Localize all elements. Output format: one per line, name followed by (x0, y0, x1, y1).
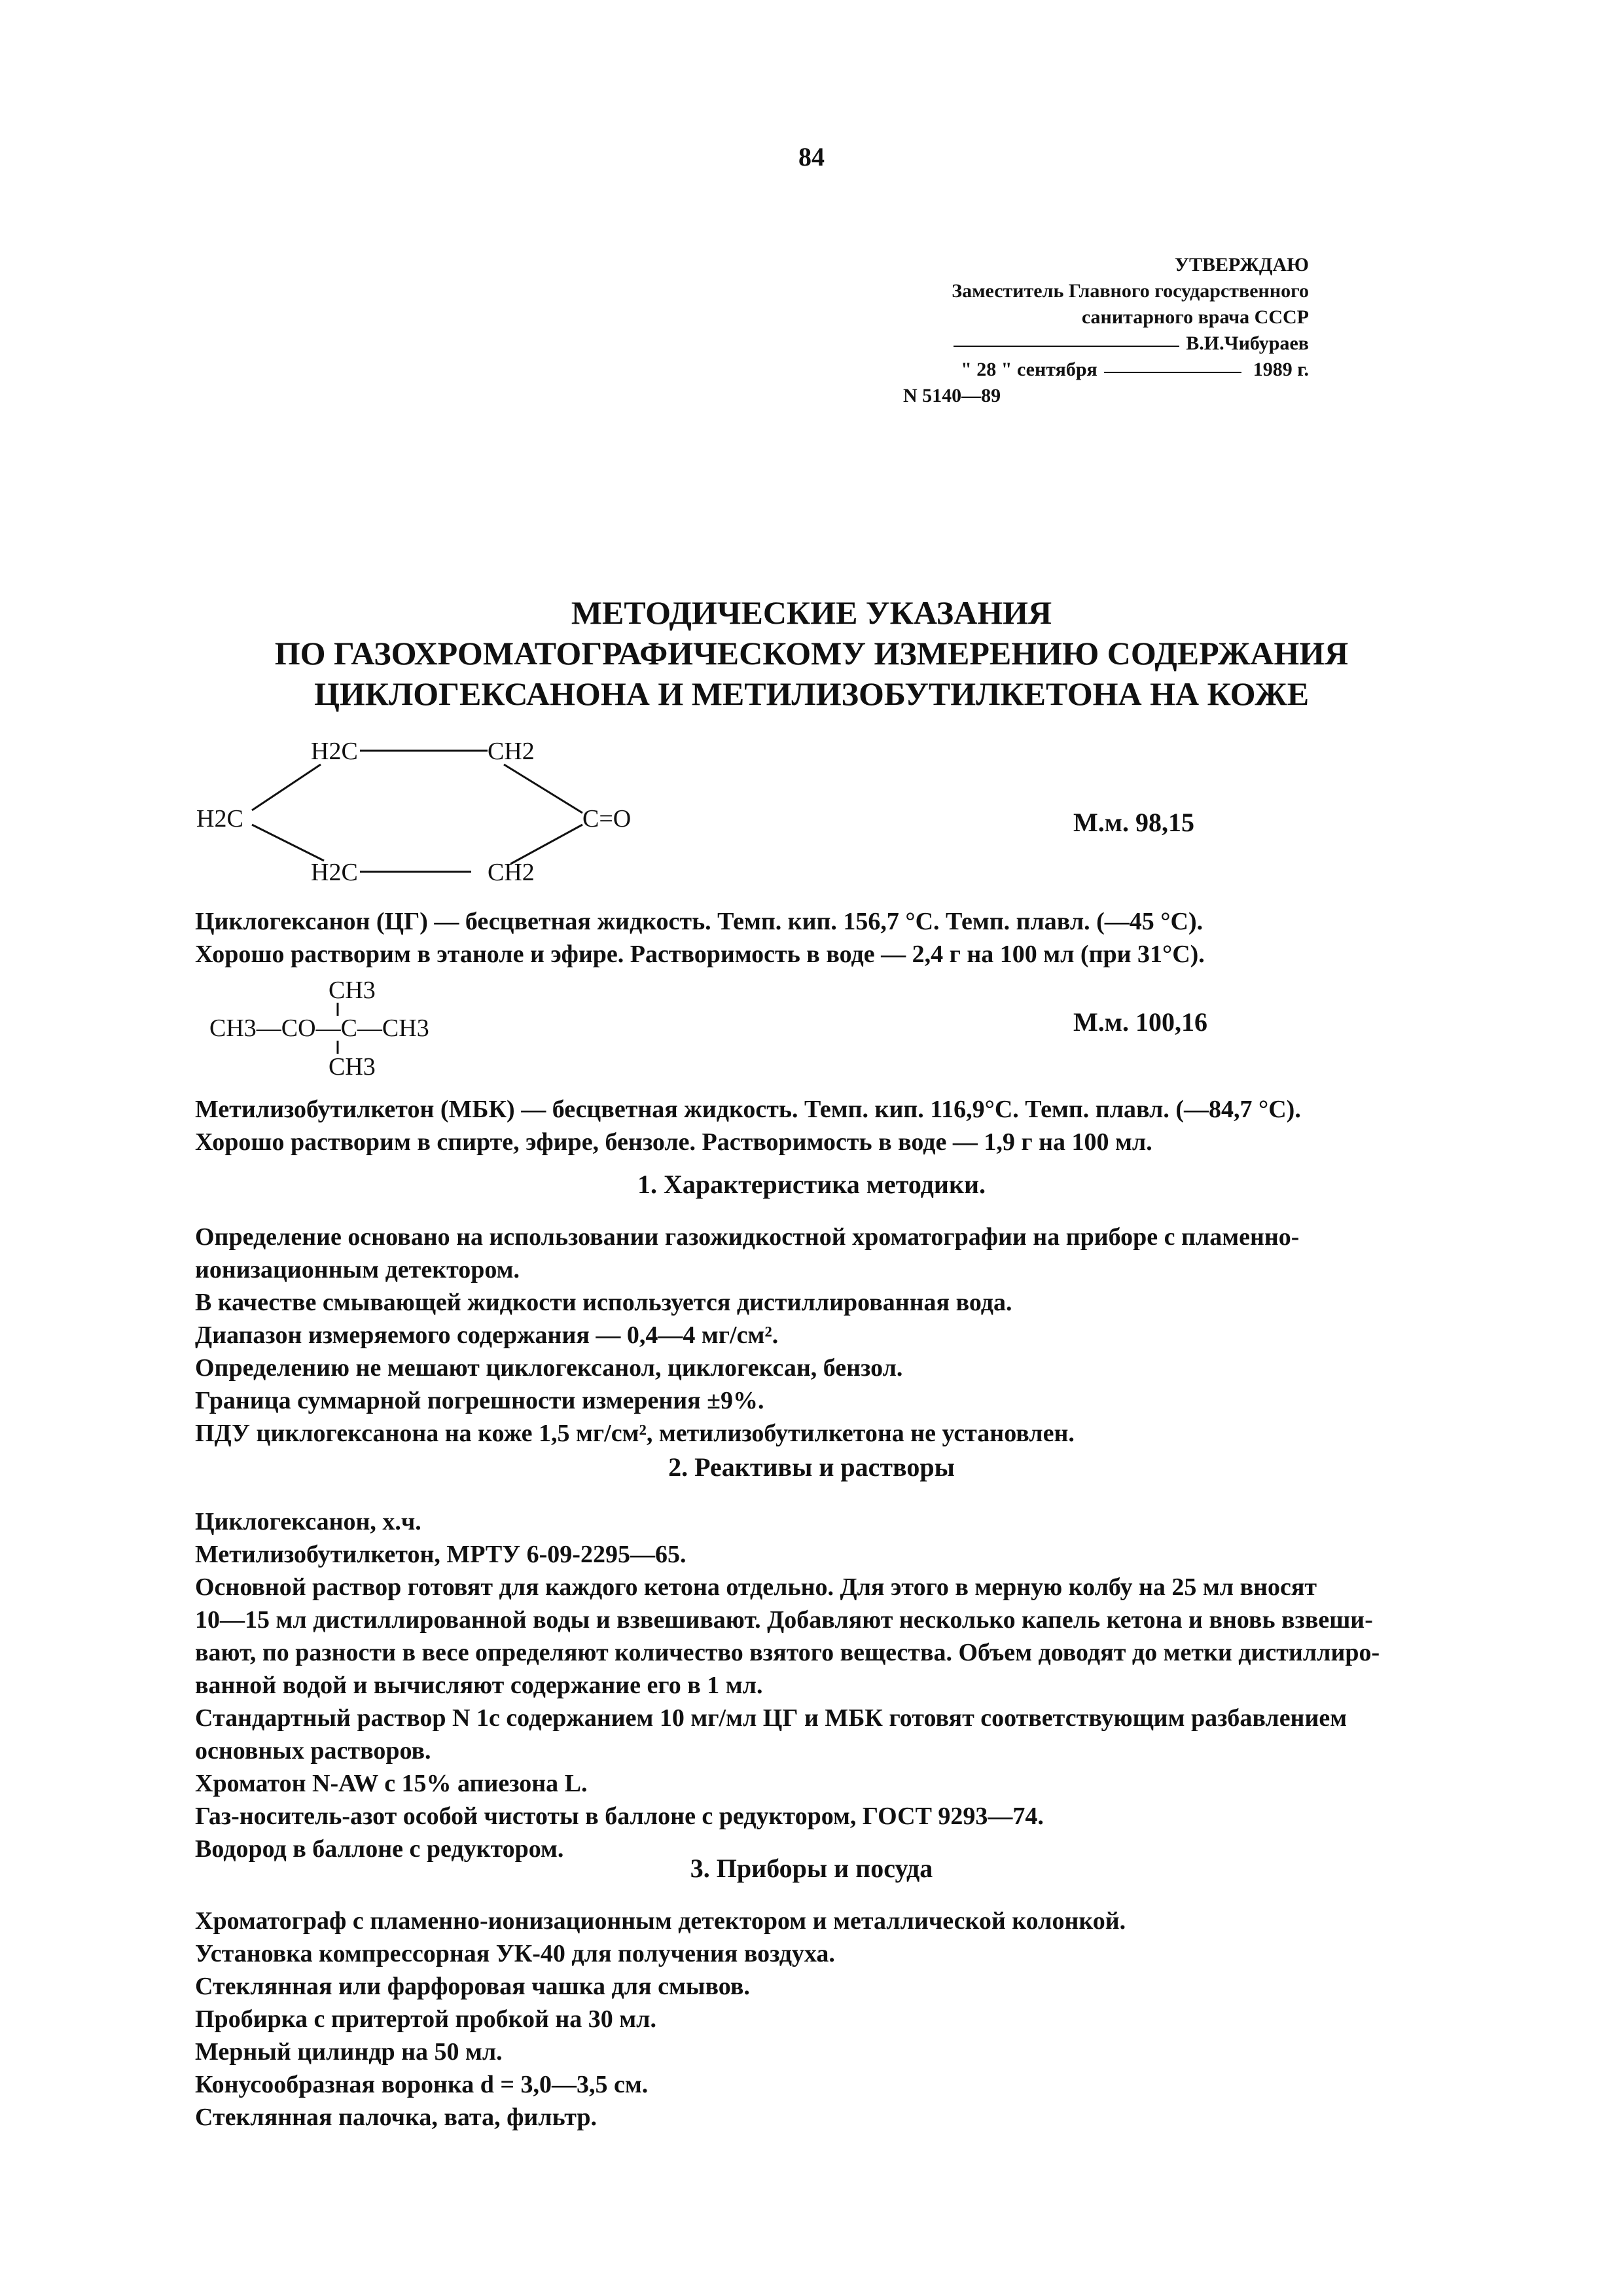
formula1-top-right: CH2 (488, 738, 535, 765)
formula1-top-left: H2C (311, 738, 358, 765)
section-1-p6: ПДУ циклогексанона на коже 1,5 мг/см², метилизобутилкетона не установлен. (195, 1420, 1075, 1447)
section-2-p5: Хроматон N-AW с 15% апиезона L. (195, 1770, 588, 1797)
mbk-desc-line-2: Хорошо растворим в спирте, эфире, бензоле. Растворимость в воде — 1,9 г на 100 мл. (195, 1128, 1152, 1156)
bond-top-left (252, 764, 321, 810)
formula2-main: CH3—CO—C—CH3 (209, 1014, 429, 1042)
approval-position-line2: санитарного врача СССР (1081, 306, 1309, 328)
bond-top-right (504, 764, 582, 813)
section-1-p1: Определение основано на использовании газожидкостной хроматографии на приборе с пламенно- (195, 1223, 1300, 1251)
page-number: 84 (798, 142, 825, 171)
formula1-right: C=O (582, 805, 632, 833)
section-3-heading: 3. Приборы и посуда (690, 1854, 933, 1883)
section-1-p2: В качестве смывающей жидкости используется дистиллированная вода. (195, 1289, 1012, 1316)
section-3-p2: Установка компрессорная УК-40 для получения воздуха. (195, 1940, 835, 1967)
approval-heading: УТВЕРЖДАЮ (1174, 254, 1309, 276)
formula1-bottom-left: H2C (311, 859, 358, 886)
bond-bottom-left (252, 825, 324, 861)
section-3-p4: Пробирка с притертой пробкой на 30 мл. (195, 2005, 656, 2033)
approval-signature-line (903, 331, 1309, 357)
formula1-bottom-right: CH2 (488, 859, 535, 886)
section-3-p5: Мерный цилиндр на 50 мл. (195, 2038, 503, 2066)
section-3-body (195, 1905, 1465, 2134)
title-line-1: МЕТОДИЧЕСКИЕ УКАЗАНИЯ (571, 594, 1052, 631)
cyclohexanone-structural-formula (190, 733, 687, 890)
bond-bottom-right (510, 825, 582, 864)
section-2-p6: Газ-носитель-азот особой чистоты в баллоне с редуктором, ГОСТ 9293—74. (195, 1803, 1044, 1830)
approval-date-line (903, 357, 1309, 383)
cyclohexanone-desc-line-2: Хорошо растворим в этаноле и эфире. Растворимость в воде — 2,4 г на 100 мл (при 31°С). (195, 941, 1205, 968)
document-title (196, 592, 1427, 714)
formula2-top: CH3 (329, 977, 376, 1004)
section-2-p3-line-2: 10—15 мл дистиллированной воды и взвешивают. Добавляют несколько капель кетона и вновь взвеши- (195, 1606, 1373, 1634)
approval-block (903, 252, 1309, 409)
section-2-heading: 2. Реактивы и растворы (668, 1452, 955, 1482)
formula1-left: H2C (196, 805, 243, 833)
section-3-p1: Хроматограф с пламенно-ионизационным детектором и металлической колонкой. (195, 1907, 1126, 1935)
approval-doc-number: N 5140—89 (903, 385, 1001, 406)
section-2-p7: Водород в баллоне с редуктором. (195, 1835, 564, 1863)
section-2-p4-line-2: основных растворов. (195, 1737, 431, 1765)
section-2-p2: Метилизобутилкетон, МРТУ 6-09-2295—65. (195, 1541, 687, 1568)
section-3-p7: Стеклянная палочка, вата, фильтр. (195, 2104, 597, 2131)
cyclohexanone-desc-line-1: Циклогексанон (ЦГ) — бесцветная жидкость. Темп. кип. 156,7 °С. Темп. плавл. (—45 °С). (195, 908, 1204, 935)
section-1-body (195, 1221, 1465, 1450)
mbk-desc-line-1: Метилизобутилкетон (МБК) — бесцветная жидкость. Темп. кип. 116,9°С. Темп. плавл. (—84,7 °С). (195, 1096, 1301, 1123)
section-1-p3: Диапазон измеряемого содержания — 0,4—4 мг/см². (195, 1321, 779, 1349)
title-line-2: ПО ГАЗОХРОМАТОГРАФИЧЕСКОМУ ИЗМЕРЕНИЮ СОДЕРЖАНИЯ (274, 635, 1349, 672)
title-line-3: ЦИКЛОГЕКСАНОНА И МЕТИЛИЗОБУТИЛКЕТОНА НА КОЖЕ (313, 675, 1310, 712)
molar-mass-cyclohexanone: М.м. 98,15 (1073, 808, 1194, 837)
section-1-p5: Граница суммарной погрешности измерения ±9%. (195, 1387, 764, 1414)
section-1-p4: Определению не мешают циклогексанол, циклогексан, бензол. (195, 1354, 903, 1382)
section-1-heading: 1. Характеристика методики. (637, 1170, 986, 1199)
section-2-p3-line-4: ванной водой и вычисляют содержание его в 1 мл. (195, 1672, 763, 1699)
molar-mass-methylisobutylketone: М.м. 100,16 (1073, 1007, 1207, 1037)
section-3-p6: Конусообразная воронка d = 3,0—3,5 см. (195, 2071, 649, 2098)
section-3-p3: Стеклянная или фарфоровая чашка для смывов. (195, 1973, 750, 2000)
approval-signatory: В.И.Чибураев (1186, 332, 1309, 354)
signature-rule (954, 346, 1179, 347)
methylisobutylketone-description (195, 1093, 1465, 1158)
methylisobutylketone-structural-formula (190, 975, 517, 1086)
approval-date-day: " 28 " сентября (961, 359, 1097, 380)
section-2-body (195, 1505, 1465, 1865)
section-2-p1: Циклогексанон, х.ч. (195, 1508, 421, 1535)
approval-position-line1: Заместитель Главного государственного (952, 280, 1309, 302)
section-2-p4-line-1: Стандартный раствор N 1с содержанием 10 мг/мл ЦГ и МБК готовят соответствующим разбавлением (195, 1704, 1347, 1732)
section-1-p1-cont: ионизационным детектором. (195, 1256, 520, 1283)
cyclohexanone-description (195, 905, 1465, 971)
section-2-p3-line-3: вают, по разности в весе определяют количество взятого вещества. Объем доводят до метки дистиллиро- (195, 1639, 1380, 1666)
approval-date-year: 1989 г. (1253, 359, 1309, 380)
date-rule (1104, 372, 1241, 373)
formula2-bottom: CH3 (329, 1053, 376, 1081)
section-2-p3-line-1: Основной раствор готовят для каждого кетона отдельно. Для этого в мерную колбу на 25 мл вносят (195, 1573, 1317, 1601)
